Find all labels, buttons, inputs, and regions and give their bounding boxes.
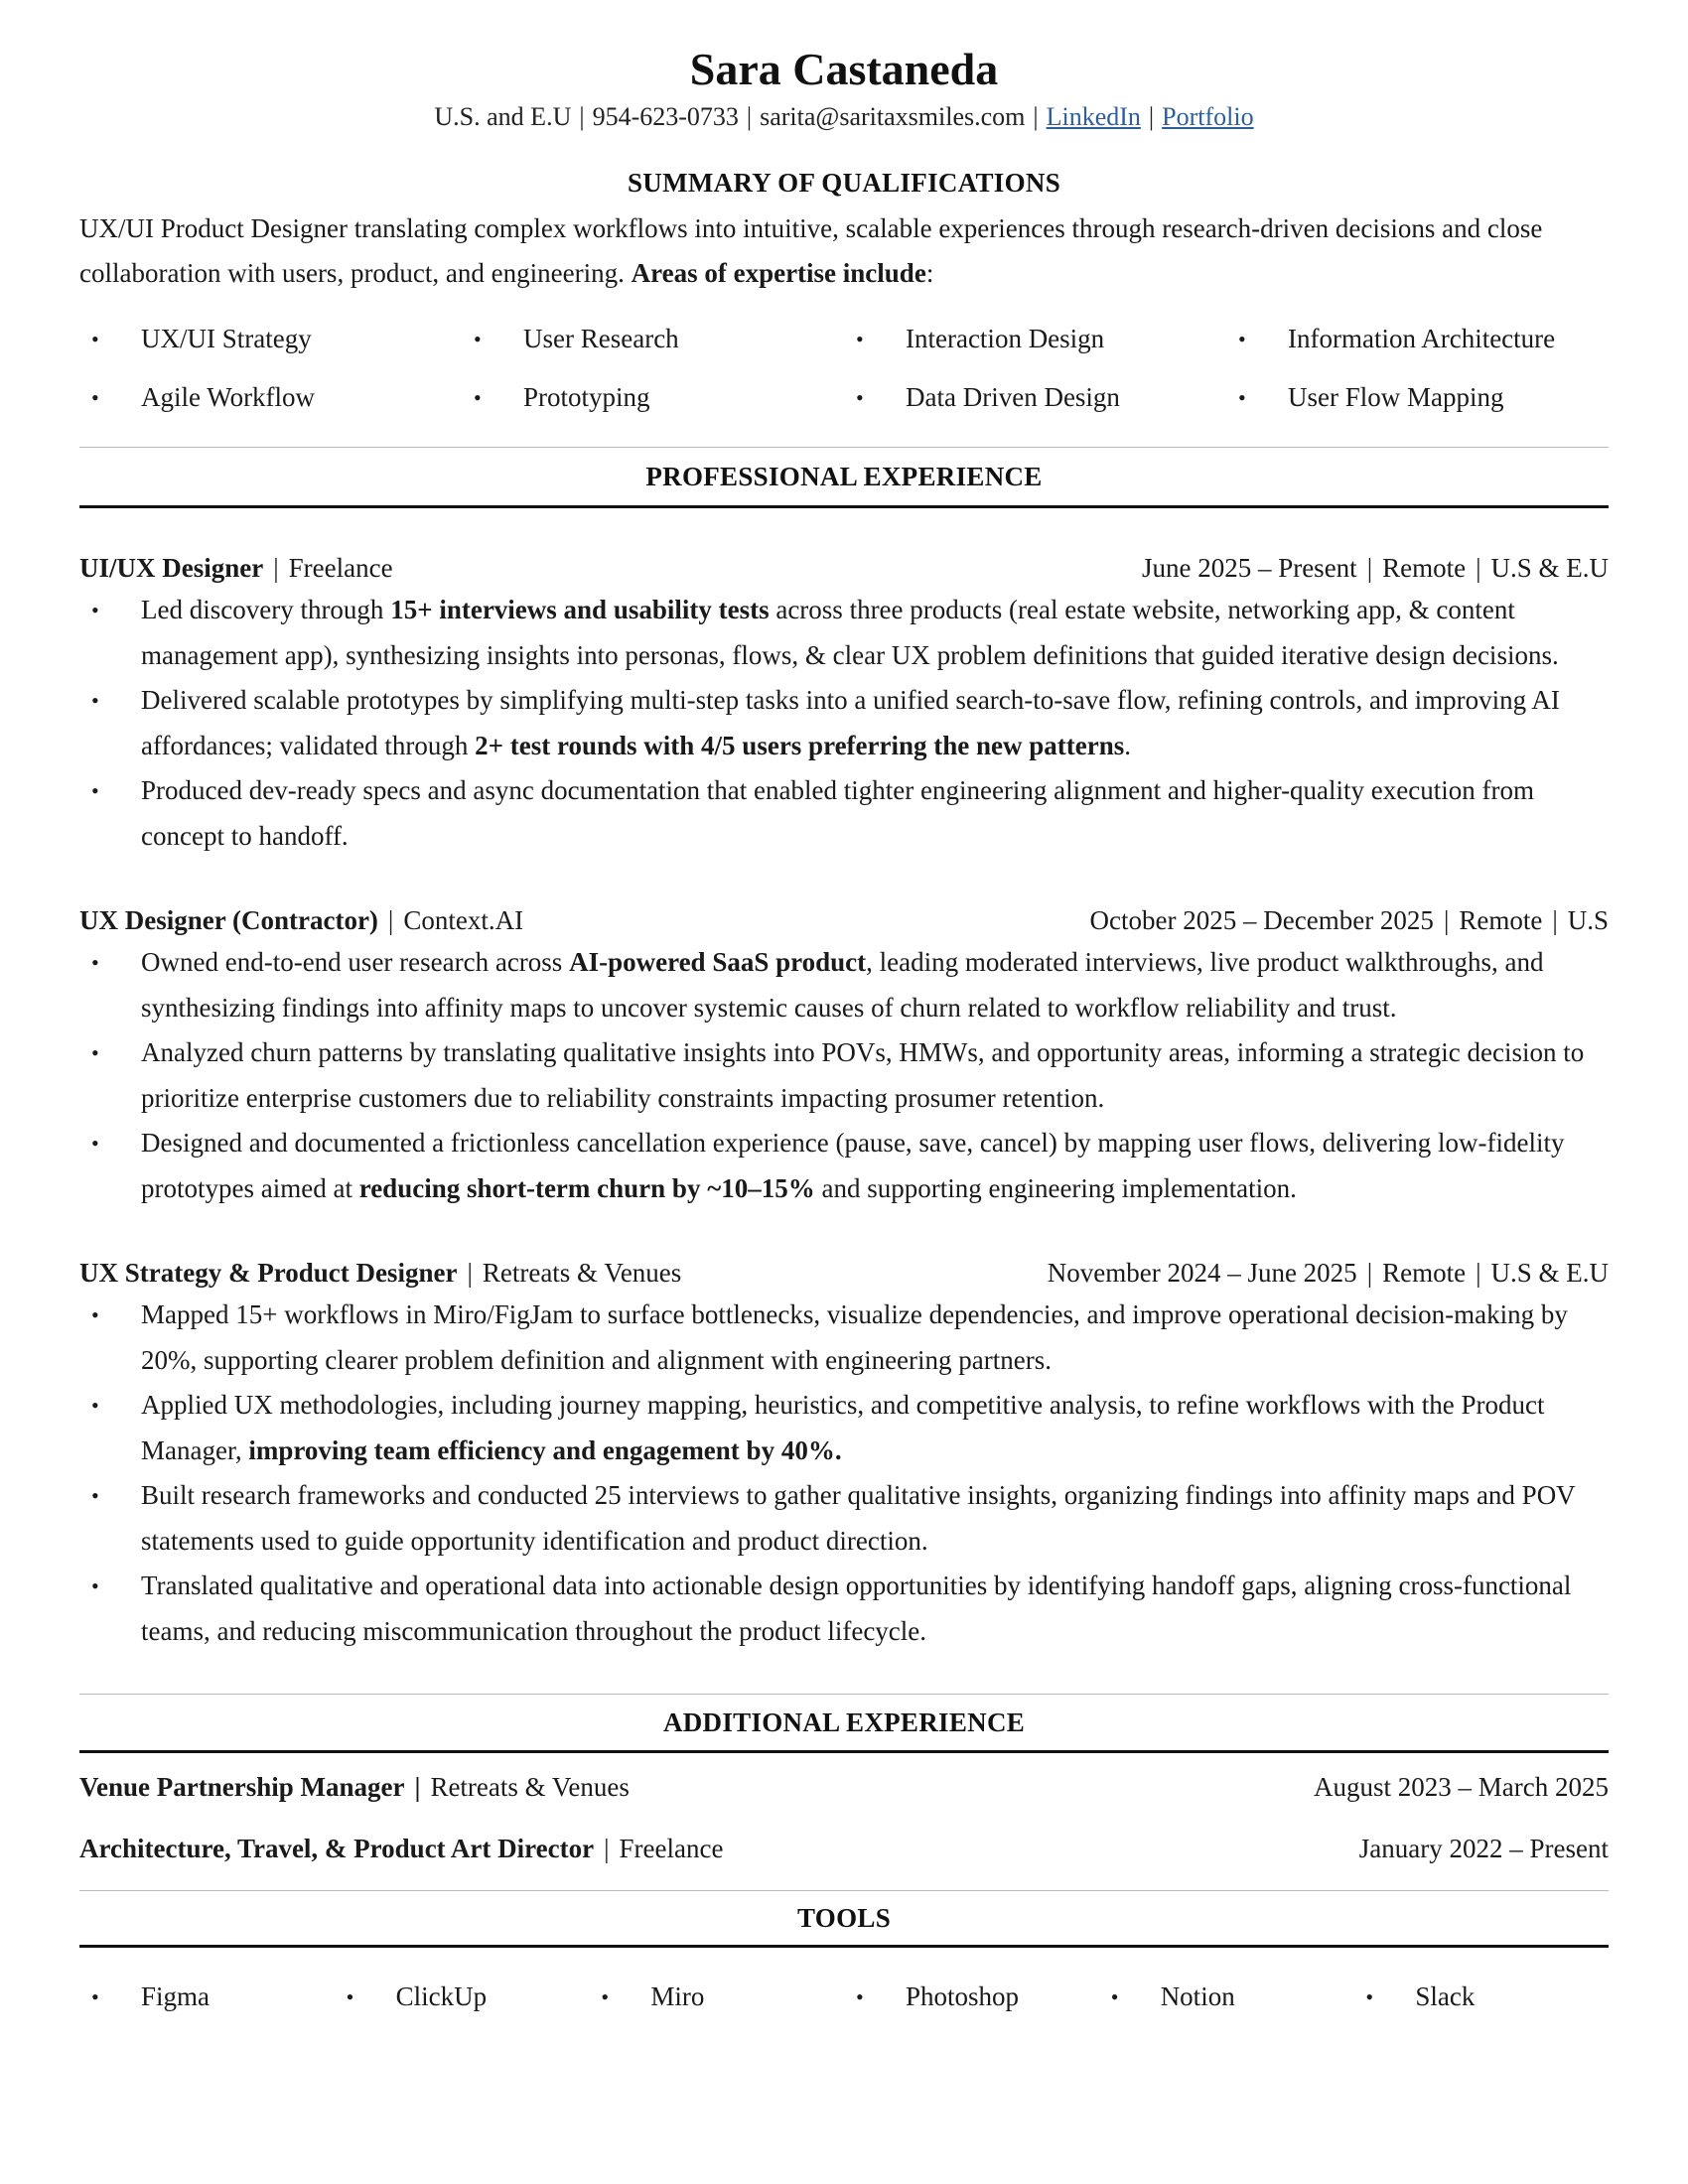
job-bullets: [79, 940, 1609, 1211]
areas-label: Areas of expertise include: [631, 258, 926, 288]
skill-item: • User Research: [474, 324, 679, 353]
skill-label: Data Driven Design: [906, 382, 1120, 412]
skill-label: Interaction Design: [906, 324, 1105, 353]
tool-item: • ClickUp: [346, 1981, 488, 2011]
skill-item: • Agile Workflow: [91, 382, 316, 412]
job-mode: Remote: [1382, 553, 1467, 583]
job-header: UX Designer (Contractor) | Context.AI October 2025 – December 2025 | Remote | U.S: [79, 905, 1609, 935]
contact-phone: 954-623-0733: [592, 102, 739, 131]
job-mode: Remote: [1459, 905, 1543, 935]
divider-thick: [79, 1945, 1609, 1948]
skill-label: Prototyping: [523, 382, 650, 412]
job-company: Retreats & Venues: [482, 1258, 682, 1288]
job-dates: October 2025 – December 2025: [1089, 905, 1434, 935]
skills-grid: [79, 310, 1609, 427]
job-bullet: • Mapped 15+ workflows in Miro/FigJam to surface bottlenecks, visualize dependencies, and improve operational decision-making by 20%, supporting clearer problem definition and alignment with engineering partners.: [79, 1293, 1609, 1383]
divider-thick: [79, 1750, 1609, 1753]
skill-item: • Interaction Design: [856, 324, 1105, 353]
tool-item: • Figma: [91, 1981, 211, 2011]
job-bullet: • Delivered scalable prototypes by simplifying multi-step tasks into a unified search-to-save flow, refining controls, and improving AI affordances; validated through 2+ test rounds with 4/5 users preferring the new patterns.: [79, 678, 1609, 768]
skill-label: Agile Workflow: [141, 382, 316, 412]
tool-label: Photoshop: [906, 1981, 1020, 2011]
tool-label: Notion: [1160, 1981, 1235, 2011]
job-dates: June 2025 – Present: [1141, 553, 1357, 583]
divider-thick: [79, 505, 1609, 508]
additional-title: ADDITIONAL EXPERIENCE: [662, 1707, 1026, 1737]
skill-label: User Flow Mapping: [1288, 382, 1504, 412]
job-bullets: [79, 588, 1609, 859]
additional-list: [79, 1767, 1609, 1868]
skills-row: [79, 368, 1609, 427]
additional-company: Freelance: [619, 1834, 724, 1863]
skill-item: • Prototyping: [474, 382, 650, 412]
job-entry: [79, 1253, 1609, 1654]
job-bullet: • Led discovery through 15+ interviews and usability tests across three products (real estate website, networking app, & content management app), synthesizing insights into personas, flows, & clear UX problem definitions that guided iterative design decisions.: [79, 588, 1609, 678]
job-role: UI/UX Designer: [79, 553, 264, 583]
job-bullet: • Produced dev-ready specs and async documentation that enabled tighter engineering alignment and higher-quality execution from concept to handoff.: [79, 768, 1609, 859]
tool-item: • Slack: [1365, 1981, 1476, 2011]
additional-row: Architecture, Travel, & Product Art Director | Freelance January 2022 – Present: [79, 1829, 1609, 1868]
skill-label: User Research: [523, 324, 679, 353]
tool-item: • Photoshop: [856, 1981, 1020, 2011]
additional-dates: August 2023 – March 2025: [1314, 1772, 1609, 1802]
linkedin-link[interactable]: LinkedIn: [1046, 102, 1141, 131]
summary-body: UX/UI Product Designer translating complex workflows into intuitive, scalable experiences through research-driven decisions and close collaboration with users, product, and engineering.: [79, 213, 1543, 288]
additional-company: Retreats & Venues: [430, 1772, 630, 1802]
additional-role: Architecture, Travel, & Product Art Director: [79, 1834, 595, 1863]
contact-location: U.S. and E.U: [434, 102, 572, 131]
job-company: Context.AI: [403, 905, 524, 935]
job-bullet: • Built research frameworks and conducted 25 interviews to gather qualitative insights, organizing findings into affinity maps and POV statements used to guide opportunity identification and product direction.: [79, 1473, 1609, 1564]
tool-item: • Miro: [601, 1981, 705, 2011]
contact-email: sarita@saritaxsmiles.com: [760, 102, 1026, 131]
job-header: UX Strategy & Product Designer | Retreats & Venues November 2024 – June 2025 | Remote | U.S & E.U: [79, 1258, 1609, 1288]
skills-row: [79, 310, 1609, 368]
job-header: UI/UX Designer | Freelance June 2025 – Present | Remote | U.S & E.U: [79, 553, 1609, 583]
job-entry: [79, 900, 1609, 1211]
additional-row: Venue Partnership Manager | Retreats & Venues August 2023 – March 2025: [79, 1767, 1609, 1807]
job-region: U.S: [1567, 905, 1609, 935]
portfolio-link[interactable]: Portfolio: [1162, 102, 1254, 131]
skill-label: Information Architecture: [1288, 324, 1556, 353]
job-region: U.S & E.U: [1490, 1258, 1609, 1288]
separator: |: [1148, 102, 1155, 131]
skill-item: • User Flow Mapping: [1238, 382, 1504, 412]
separator: |: [579, 102, 585, 131]
skill-item: • Data Driven Design: [856, 382, 1120, 412]
additional-dates: January 2022 – Present: [1358, 1834, 1609, 1863]
tool-label: Figma: [141, 1981, 211, 2011]
areas-colon: :: [925, 258, 934, 288]
tool-label: Miro: [650, 1981, 705, 2011]
job-company: Freelance: [288, 553, 393, 583]
separator: |: [1033, 102, 1039, 131]
job-bullet: • Owned end-to-end user research across AI-powered SaaS product, leading moderated interviews, live product walkthroughs, and synthesizing findings into affinity maps to uncover systemic causes of churn related to workflow reliability and trust.: [79, 940, 1609, 1030]
job-region: U.S & E.U: [1490, 553, 1609, 583]
tool-label: Slack: [1415, 1981, 1476, 2011]
tools-row: [79, 1968, 1609, 2026]
summary-title: SUMMARY OF QUALIFICATIONS: [627, 168, 1061, 198]
skill-item: • UX/UI Strategy: [91, 324, 312, 353]
job-bullet: • Analyzed churn patterns by translating qualitative insights into POVs, HMWs, and opportunity areas, informing a strategic decision to prioritize enterprise customers due to reliability constraints impacting prosumer retention.: [79, 1030, 1609, 1121]
job-bullets: [79, 1293, 1609, 1654]
job-bullet: • Translated qualitative and operational data into actionable design opportunities by identifying handoff gaps, aligning cross-functional teams, and reducing miscommunication throughout the product lifecycle.: [79, 1564, 1609, 1654]
summary-text: [79, 206, 1609, 296]
job-bullet: • Applied UX methodologies, including journey mapping, heuristics, and competitive analysis, to refine workflows with the Product Manager, improving team efficiency and engagement by 40%.: [79, 1383, 1609, 1473]
tools-title: TOOLS: [796, 1903, 892, 1933]
candidate-name: Sara Castaneda: [689, 44, 999, 94]
skill-label: UX/UI Strategy: [141, 324, 312, 353]
job-role: UX Strategy & Product Designer: [79, 1258, 458, 1288]
experience-title: PROFESSIONAL EXPERIENCE: [645, 462, 1043, 491]
tool-label: ClickUp: [395, 1981, 488, 2011]
job-dates: November 2024 – June 2025: [1047, 1258, 1357, 1288]
job-mode: Remote: [1382, 1258, 1467, 1288]
tools-grid: [79, 1968, 1609, 2026]
tool-item: • Notion: [1110, 1981, 1235, 2011]
additional-role: Venue Partnership Manager: [79, 1772, 405, 1802]
job-role: UX Designer (Contractor): [79, 905, 378, 935]
skill-item: • Information Architecture: [1238, 324, 1556, 353]
separator: |: [746, 102, 753, 131]
contact-line: [79, 99, 1609, 135]
job-bullet: • Designed and documented a frictionless cancellation experience (pause, save, cancel) by mapping user flows, delivering low-fidelity prototypes aimed at reducing short-term churn by ~10–15% and supporting engineering implementation.: [79, 1121, 1609, 1211]
job-entry: [79, 548, 1609, 859]
